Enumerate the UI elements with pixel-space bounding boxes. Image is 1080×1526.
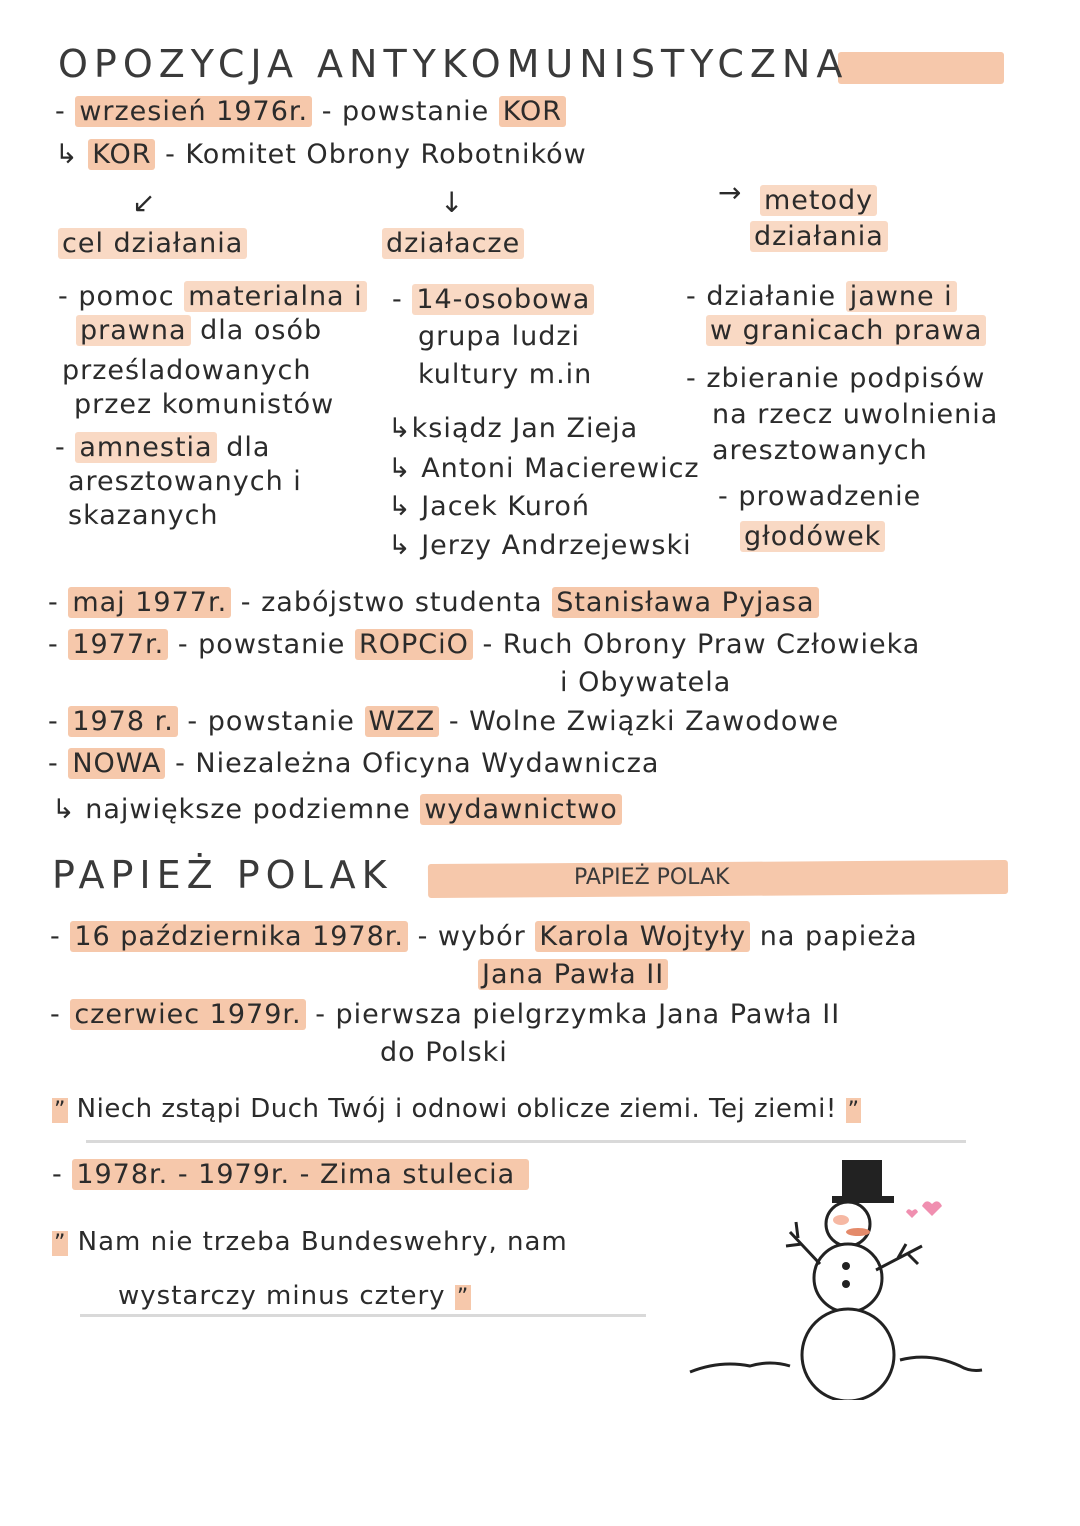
col-methods-title-2: działania — [750, 222, 888, 252]
snowman-icon — [686, 1160, 986, 1400]
quote-winter-underline — [80, 1314, 646, 1317]
method-open-line2: w granicach prawa — [706, 316, 986, 346]
method-petitions-line3: aresztowanych — [712, 435, 928, 466]
quote-winter-line1: ” Nam nie trzeba Bundeswehry, nam — [54, 1227, 568, 1257]
quote-pope: ” Niech zstąpi Duch Twój i odnowi oblicze ziemi. Tej ziemi! ” — [54, 1094, 860, 1124]
method-hunger-line1: - prowadzenie — [718, 481, 922, 512]
col-methods-title-1: metody — [760, 186, 877, 216]
activists-group-line1: - 14-osobowa — [392, 285, 594, 315]
activist-andrzejewski: ↳ Jerzy Andrzejewski — [388, 530, 692, 561]
arrow-icon: ↳ — [55, 139, 79, 170]
section-title-papiez: PAPIEŻ POLAK — [52, 853, 393, 897]
activist-macierewicz: ↳ Antoni Macierewicz — [388, 453, 700, 484]
method-hunger-line2: głodówek — [740, 522, 885, 552]
event-wzz: - 1978 r. - powstanie WZZ - Wolne Związki Zawodowe — [48, 706, 840, 737]
goal-amnesty-line2: aresztowanych i — [68, 466, 302, 497]
activist-kuron: ↳ Jacek Kuroń — [388, 491, 590, 522]
arrow-down-left-icon: ↙ — [132, 186, 157, 219]
event-nowa: - NOWA - Niezależna Oficyna Wydawnicza — [48, 748, 660, 779]
event-ropcio-cont: i Obywatela — [560, 667, 732, 698]
event-election-cont: Jana Pawła II — [478, 960, 668, 990]
title-underline-bar — [838, 52, 1004, 84]
quote-underline — [86, 1140, 966, 1143]
event-election: - 16 października 1978r. - wybór Karola Wojtyły na papieża — [50, 921, 918, 952]
method-petitions-line2: na rzecz uwolnienia — [712, 399, 999, 430]
goal-help-line4: przez komunistów — [74, 389, 335, 420]
line-kor-definition — [55, 140, 587, 170]
activist-zieja: ↳ksiądz Jan Zieja — [388, 413, 639, 444]
goal-help-line2: prawna dla osób — [76, 316, 322, 346]
col-goal-title: cel działania — [58, 229, 247, 259]
activists-group-line3: kultury m.in — [418, 359, 593, 390]
date-sept-1976: wrzesień 1976r. — [75, 96, 312, 127]
kor-badge: KOR — [499, 96, 566, 127]
arrow-right-icon: → — [718, 176, 743, 209]
section-title-opozycja: OPOZYCJA ANTYKOMUNISTYCZNA — [58, 42, 849, 86]
event-winter: - 1978r. - 1979r. - Zima stulecia — [52, 1160, 529, 1190]
col-activists-title: działacze — [382, 229, 524, 259]
event-nowa-note: ↳ największe podziemne wydawnictwo — [52, 795, 622, 825]
line-text: - powstanie — [321, 96, 490, 127]
method-open-line1: - działanie jawne i — [686, 282, 957, 312]
activists-group-line2: grupa ludzi — [418, 321, 581, 352]
papiez-bar-label: PAPIEŻ POLAK — [574, 865, 730, 890]
event-pilgrimage-cont: do Polski — [380, 1037, 508, 1068]
event-ropcio: - 1977r. - powstanie ROPCiO - Ruch Obrony Praw Człowieka — [48, 629, 921, 660]
event-pyjas: - maj 1977r. - zabójstwo studenta Stanisława Pyjasa — [48, 588, 819, 618]
goal-amnesty-line3: skazanych — [68, 500, 219, 531]
method-petitions-line1: - zbieranie podpisów — [686, 363, 986, 394]
event-pilgrimage: - czerwiec 1979r. - pierwsza pielgrzymka Jana Pawła II — [50, 999, 841, 1030]
hat-icon — [842, 1160, 882, 1198]
kor-abbr: KOR — [88, 139, 155, 170]
goal-help-line3: prześladowanych — [62, 355, 312, 386]
quote-winter-line2: wystarczy minus cztery ” — [118, 1281, 470, 1311]
goal-amnesty-line1: - amnestia dla — [55, 432, 271, 463]
kor-full-name: - Komitet Obrony Robotników — [165, 139, 587, 170]
line-kor-founding: - wrzesień 1976r. - powstanie KOR — [55, 97, 566, 127]
goal-help-line1: - pomoc materialna i — [58, 282, 367, 312]
arrow-down-icon: ↓ — [440, 186, 465, 219]
